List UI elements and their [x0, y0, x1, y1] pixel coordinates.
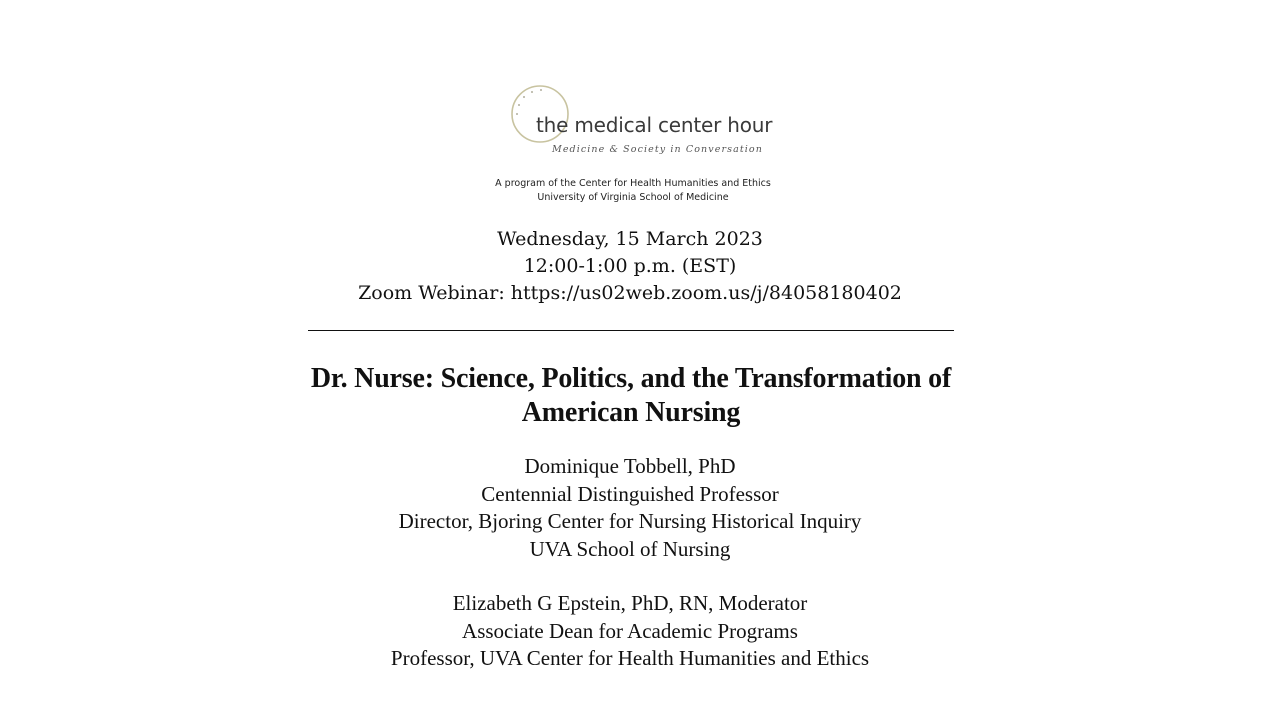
- speaker-role-2: Director, Bjoring Center for Nursing Historical Inquiry: [398, 509, 862, 533]
- speaker-role-1: Centennial Distinguished Professor: [481, 482, 779, 506]
- event-time: 12:00-1:00 p.m. (EST): [523, 255, 737, 277]
- moderator-name: Elizabeth G Epstein, PhD, RN, Moderator: [452, 591, 808, 615]
- speaker-role-3: UVA School of Nursing: [529, 537, 731, 561]
- webinar-link[interactable]: Zoom Webinar: https://us02web.zoom.us/j/84058180402: [358, 282, 902, 304]
- talk-title-line2: American Nursing: [521, 397, 741, 428]
- logo-tagline: Medicine & Society in Conversation: [552, 144, 763, 155]
- moderator-role-1: Associate Dean for Academic Programs: [462, 619, 798, 643]
- program-school: University of Virginia School of Medicine: [537, 192, 729, 203]
- speaker-name: Dominique Tobbell, PhD: [524, 454, 736, 478]
- moderator-role-2: Professor, UVA Center for Health Humanities and Ethics: [390, 646, 870, 670]
- program-sponsor: A program of the Center for Health Humanities and Ethics: [495, 178, 771, 189]
- divider: [308, 330, 954, 331]
- medical-center-hour-logo: [506, 80, 776, 160]
- talk-title-line1: Dr. Nurse: Science, Politics, and the Transformation of: [310, 363, 952, 394]
- event-date: Wednesday, 15 March 2023: [497, 228, 763, 250]
- logo-title: the medical center hour: [536, 113, 773, 137]
